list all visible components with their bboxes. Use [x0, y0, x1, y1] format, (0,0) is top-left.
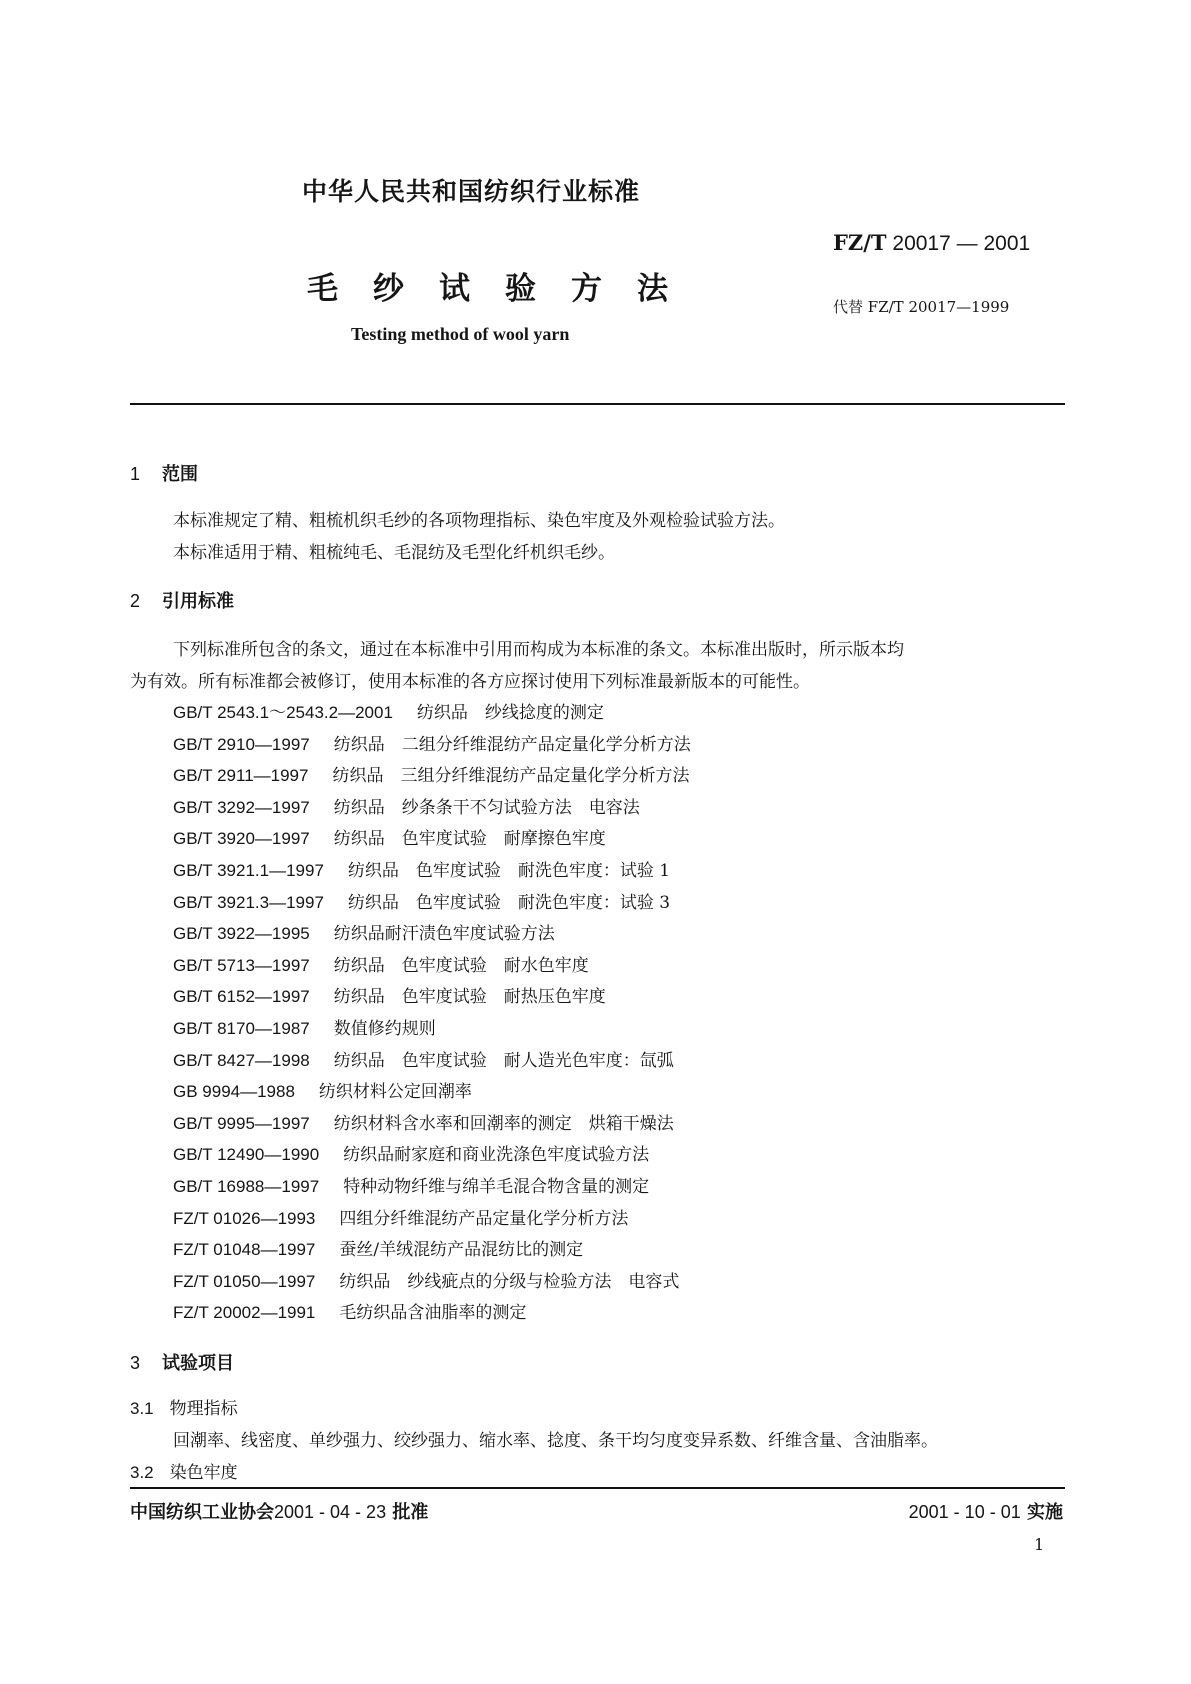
section-3-1-title: 物理指标 — [169, 1399, 238, 1419]
effective-date: 2001 - 10 - 01 — [908, 1502, 1021, 1522]
reference-title: 纺织品 色牢度试验 耐水色牢度 — [333, 955, 589, 976]
reference-code: GB/T 3922—1995 — [173, 924, 310, 944]
reference-item — [173, 1266, 691, 1298]
reference-title: 四组分纤维混纺产品定量化学分析方法 — [339, 1208, 629, 1229]
reference-title: 纺织品 色牢度试验 耐热压色牢度 — [333, 987, 606, 1008]
reference-code: GB/T 5713—1997 — [173, 955, 310, 975]
page-number: 1 — [1034, 1535, 1045, 1554]
reference-code: GB/T 3920—1997 — [173, 829, 310, 849]
approval-line — [130, 1498, 428, 1524]
reference-title: 纺织品 色牢度试验 耐洗色牢度：试验 3 — [347, 892, 671, 913]
standard-code — [833, 230, 1030, 256]
reference-item — [173, 792, 691, 824]
reference-code: FZ/T 01026—1993 — [173, 1208, 316, 1228]
reference-item — [173, 950, 691, 982]
reference-title: 纺织品 纱线捻度的测定 — [416, 703, 604, 723]
reference-code: GB/T 2543.1～2543.2—2001 — [173, 703, 393, 722]
header-divider — [130, 403, 1065, 405]
reference-item — [173, 1139, 691, 1171]
reference-code: GB/T 12490—1990 — [173, 1145, 320, 1165]
reference-item — [173, 1203, 691, 1235]
reference-title: 蚕丝/羊绒混纺产品混纺比的测定 — [339, 1240, 584, 1261]
reference-title: 纺织品 三组分纤维混纺产品定量化学分析方法 — [332, 766, 690, 787]
section-1-title: 范围 — [162, 464, 199, 485]
approval-label: 批准 — [392, 1502, 429, 1523]
document-title-en: Testing method of wool yarn — [351, 324, 570, 344]
reference-item — [173, 760, 691, 792]
section-1-paragraph-1: 本标准规定了精、粗梳机织毛纱的各项物理指标、染色牢度及外观检验试验方法。 — [173, 511, 785, 531]
reference-code: GB 9994—1988 — [173, 1082, 295, 1102]
reference-item — [173, 697, 691, 729]
reference-title: 纺织品耐家庭和商业洗涤色牢度试验方法 — [343, 1145, 650, 1166]
reference-code: GB/T 8170—1987 — [173, 1018, 310, 1038]
reference-item — [173, 1013, 691, 1045]
section-1-heading — [130, 460, 198, 486]
approval-org: 中国纺织工业协会 — [130, 1502, 274, 1523]
footer-divider — [130, 1487, 1065, 1489]
replaces-line — [833, 296, 1009, 317]
reference-code: GB/T 6152—1997 — [173, 987, 310, 1007]
section-3-2-heading — [130, 1458, 238, 1483]
reference-code: GB/T 3921.3—1997 — [173, 892, 324, 912]
section-3-1-text: 回潮率、线密度、单纱强力、绞纱强力、缩水率、捻度、条干均匀度变异系数、纤维含量、含油脂率。 — [173, 1431, 938, 1451]
reference-item — [173, 887, 691, 919]
reference-title: 纺织品 色牢度试验 耐人造光色牢度：氙弧 — [333, 1050, 674, 1071]
section-2-title: 引用标准 — [162, 591, 235, 612]
reference-code: GB/T 2910—1997 — [173, 734, 310, 754]
standard-number: 20017 — 2001 — [892, 232, 1031, 255]
reference-title: 纺织品 色牢度试验 耐摩擦色牢度 — [333, 829, 606, 850]
reference-code: GB/T 16988—1997 — [173, 1176, 320, 1196]
effective-label: 实施 — [1027, 1502, 1063, 1523]
reference-code: GB/T 9995—1997 — [173, 1113, 310, 1133]
reference-title: 纺织品耐汗渍色牢度试验方法 — [333, 924, 555, 945]
reference-code: GB/T 2911—1997 — [173, 766, 309, 786]
reference-item — [173, 918, 691, 950]
reference-code: GB/T 3292—1997 — [173, 797, 310, 817]
section-2-heading — [130, 587, 234, 613]
reference-item — [173, 1045, 691, 1077]
reference-code: GB/T 8427—1998 — [173, 1050, 310, 1070]
reference-title: 纺织品 二组分纤维混纺产品定量化学分析方法 — [333, 734, 691, 755]
reference-title: 毛纺织品含油脂率的测定 — [339, 1303, 527, 1324]
reference-title: 数值修约规则 — [333, 1018, 436, 1039]
section-3-number: 3 — [130, 1353, 141, 1373]
section-2-intro-line-1: 下列标准所包含的条文，通过在本标准中引用而构成为本标准的条文。本标准出版时，所示版本均 — [173, 640, 904, 660]
reference-item — [173, 855, 691, 887]
reference-item — [173, 981, 691, 1013]
replaces-code: FZ/T 20017—1999 — [867, 298, 1010, 316]
reference-list — [173, 697, 691, 1329]
reference-item — [173, 729, 691, 761]
reference-item — [173, 1234, 691, 1266]
section-1-paragraph-2: 本标准适用于精、粗梳纯毛、毛混纺及毛型化纤机织毛纱。 — [173, 543, 615, 563]
section-2-number: 2 — [130, 591, 141, 611]
standard-class-title: 中华人民共和国纺织行业标准 — [302, 177, 641, 206]
replaces-label: 代替 — [833, 298, 864, 316]
reference-item — [173, 1108, 691, 1140]
reference-item — [173, 1297, 691, 1329]
reference-title: 纺织品 纱条条干不匀试验方法 电容法 — [333, 797, 640, 818]
approval-date: 2001 - 04 - 23 — [274, 1502, 387, 1522]
reference-title: 特种动物纤维与绵羊毛混合物含量的测定 — [343, 1176, 650, 1197]
standard-prefix: FZ/T — [833, 230, 887, 255]
reference-item — [173, 823, 691, 855]
document-title-cn: 毛纱试验方法 — [307, 271, 703, 307]
reference-title: 纺织材料含水率和回潮率的测定 烘箱干燥法 — [333, 1113, 674, 1134]
section-3-heading — [130, 1349, 234, 1375]
section-3-1-heading — [130, 1394, 238, 1419]
reference-title: 纺织材料公定回潮率 — [318, 1082, 472, 1103]
section-1-number: 1 — [130, 464, 141, 484]
section-3-title: 试验项目 — [162, 1353, 235, 1374]
effective-line — [909, 1498, 1063, 1524]
reference-code: GB/T 3921.1—1997 — [173, 860, 324, 880]
section-3-2-number: 3.2 — [130, 1463, 154, 1482]
reference-title: 纺织品 纱线疵点的分级与检验方法 电容式 — [339, 1271, 680, 1292]
reference-title: 纺织品 色牢度试验 耐洗色牢度：试验 1 — [347, 860, 671, 881]
reference-item — [173, 1171, 691, 1203]
reference-code: FZ/T 01050—1997 — [173, 1271, 316, 1291]
reference-code: FZ/T 20002—1991 — [173, 1303, 316, 1323]
reference-item — [173, 1076, 691, 1108]
section-3-2-title: 染色牢度 — [169, 1463, 238, 1483]
section-2-intro-line-2: 为有效。所有标准都会被修订，使用本标准的各方应探讨使用下列标准最新版本的可能性。 — [130, 672, 810, 692]
section-3-1-number: 3.1 — [130, 1399, 154, 1418]
reference-code: FZ/T 01048—1997 — [173, 1240, 316, 1260]
